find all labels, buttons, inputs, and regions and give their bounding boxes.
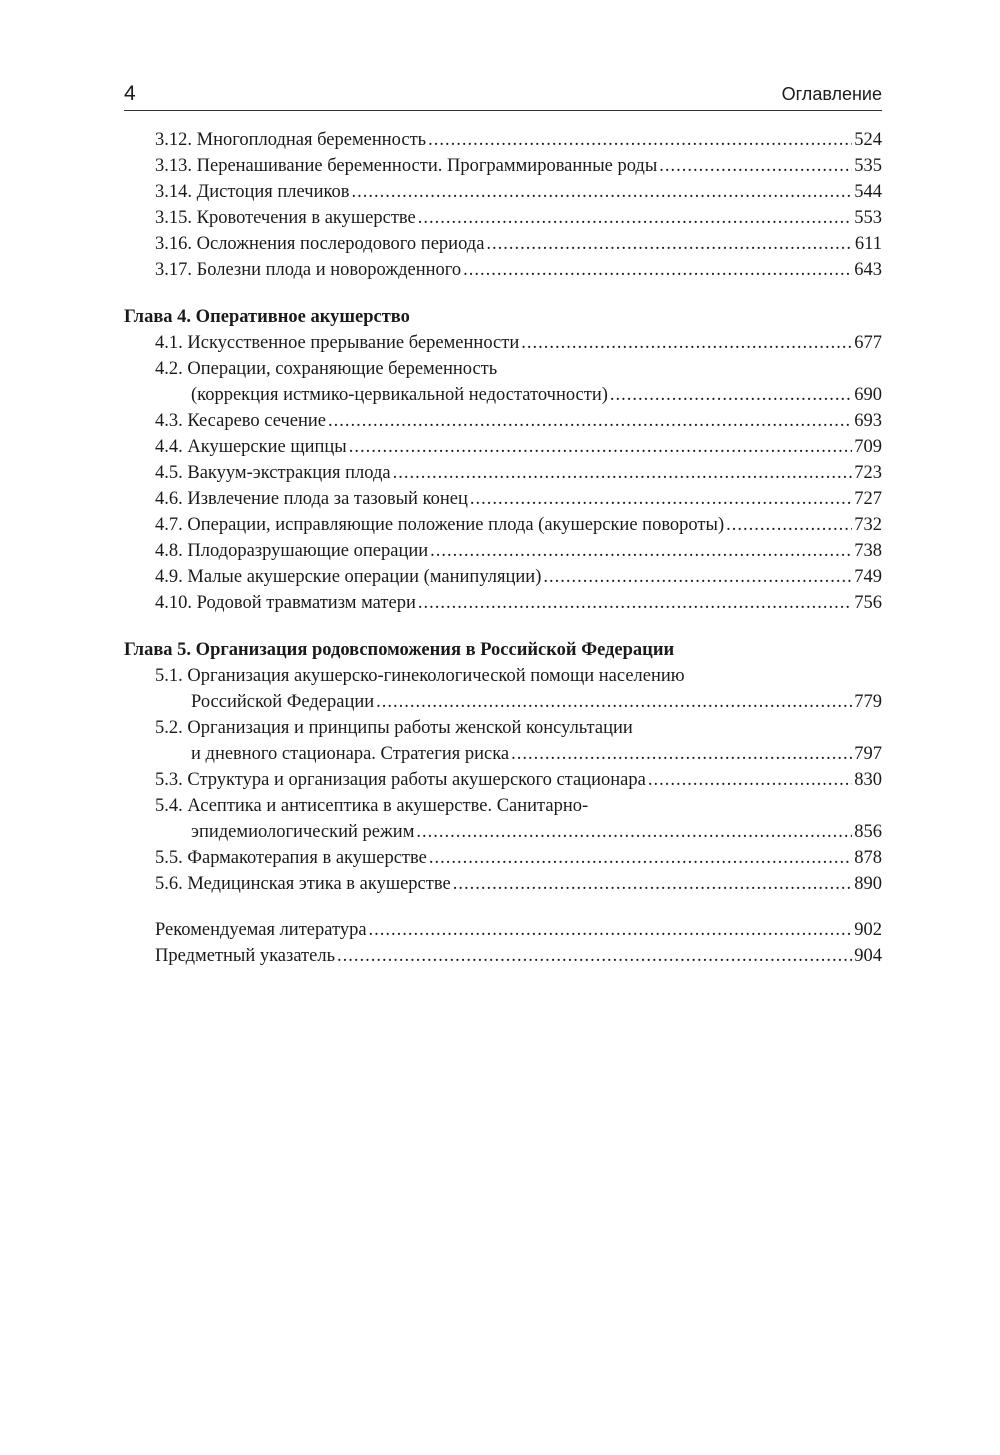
toc-entry[interactable]: 3.12. Многоплодная беременность ..... 524	[124, 127, 882, 153]
toc-entry-references[interactable]	[124, 917, 882, 943]
toc-page-number: 544	[854, 182, 882, 202]
leader-dots	[430, 538, 852, 564]
leader-dots	[486, 231, 853, 257]
toc-page-number: 779	[854, 692, 882, 712]
toc-entry-title: 5.3. Структура и организация работы акушерского стационара	[155, 770, 646, 790]
toc-page-number: 856	[854, 822, 882, 842]
leader-dots	[521, 330, 852, 356]
chapter-4-heading[interactable]: Глава 4. Оперативное акушерство	[124, 307, 410, 327]
toc-entry-title[interactable]: 4.2. Операции, сохраняющие беременность	[155, 359, 498, 379]
toc-entry[interactable]	[124, 819, 882, 845]
toc-entry[interactable]: 3.13. Перенашивание беременности. Программированные роды ..... 535	[124, 153, 882, 179]
toc-entry-continuation: и дневного стационара. Стратегия риска	[191, 744, 510, 764]
toc-entry-title[interactable]: 5.2. Организация и принципы работы женской консультации	[155, 718, 633, 738]
leader-dots	[470, 486, 852, 512]
toc-entry-index[interactable]	[124, 943, 882, 969]
toc-page-number: 749	[854, 567, 882, 587]
toc-page-number: 709	[854, 437, 882, 457]
toc-entry-title: 4.9. Малые акушерские операции (манипуляции)	[155, 567, 542, 587]
leader-dots	[418, 590, 852, 616]
leader-dots	[369, 917, 853, 943]
toc-entry[interactable]: 3.17. Болезни плода и новорожденного ..... 643	[124, 257, 882, 283]
toc-page-number: 756	[854, 593, 882, 613]
toc-entry[interactable]	[124, 460, 882, 486]
toc-entry-title: Перенашивание беременности. Программированные роды	[196, 156, 658, 176]
toc-page-number: 611	[854, 234, 882, 254]
leader-dots	[511, 741, 852, 767]
chapter-5-heading[interactable]: Глава 5. Организация родовспоможения в Российской Федерации	[124, 640, 675, 660]
leader-dots	[543, 564, 852, 590]
toc-entry-title[interactable]: 5.4. Асептика и антисептика в акушерстве. Санитарно-	[155, 796, 589, 816]
toc-entry-title[interactable]: 5.1. Организация акушерско-гинекологической помощи населению	[155, 666, 685, 686]
toc-entry-title: 5.5. Фармакотерапия в акушерстве	[155, 848, 427, 868]
toc-entry[interactable]	[124, 512, 882, 538]
leader-dots	[726, 512, 852, 538]
leader-dots	[428, 127, 852, 153]
toc-entry[interactable]	[124, 408, 882, 434]
toc-page-number: 535	[854, 156, 882, 176]
toc-entry-title: Рекомендуемая литература	[155, 920, 367, 940]
toc-entry-title: Предметный указатель	[155, 946, 336, 966]
toc-page-number: 904	[854, 946, 882, 966]
leader-dots	[393, 460, 853, 486]
leader-dots	[352, 179, 853, 205]
toc-entry[interactable]	[124, 741, 882, 767]
toc-entry-title: 5.6. Медицинская этика в акушерстве	[155, 874, 451, 894]
leader-dots	[418, 205, 852, 231]
leader-dots	[416, 819, 852, 845]
leader-dots	[328, 408, 852, 434]
page-header	[124, 82, 882, 111]
toc-entry-title: 4.5. Вакуум-экстракция плода	[155, 463, 391, 483]
toc-entry-title: 4.10. Родовой травматизм матери	[155, 593, 416, 613]
toc-entry[interactable]	[124, 486, 882, 512]
toc-page-number: 738	[854, 541, 882, 561]
toc-page-number: 890	[854, 874, 882, 894]
toc-entry-title: Кровотечения в акушерстве	[196, 208, 416, 228]
toc-entry-title: Многоплодная беременность	[196, 130, 427, 150]
toc-page-number: 797	[854, 744, 882, 764]
leader-dots	[453, 871, 853, 897]
toc-entry-title: 4.8. Плодоразрушающие операции	[155, 541, 429, 561]
toc-entry-continuation: Российской Федерации	[191, 692, 375, 712]
toc-entry-title: Болезни плода и новорожденного	[196, 260, 462, 280]
leader-dots	[648, 767, 852, 793]
toc-entry-title: 4.7. Операции, исправляющие положение плода (акушерские повороты)	[155, 515, 725, 535]
toc-entry[interactable]	[124, 590, 882, 616]
toc-page-number: 677	[854, 333, 882, 353]
toc-entry[interactable]	[124, 871, 882, 897]
toc-entry[interactable]	[124, 689, 882, 715]
toc-entry[interactable]	[124, 564, 882, 590]
toc-entry[interactable]	[124, 382, 882, 408]
toc-entry-title: 4.3. Кесарево сечение	[155, 411, 326, 431]
running-title: Оглавление	[781, 84, 882, 104]
table-of-contents	[124, 127, 882, 969]
toc-entry-continuation: эпидемиологический режим	[191, 822, 415, 842]
leader-dots	[349, 434, 853, 460]
leader-dots	[429, 845, 852, 871]
toc-entry[interactable]	[124, 845, 882, 871]
toc-entry-title: 4.4. Акушерские щипцы	[155, 437, 347, 457]
toc-page-number: 693	[854, 411, 882, 431]
toc-entry[interactable]: 3.15. Кровотечения в акушерстве ..... 553	[124, 205, 882, 231]
toc-entry-title: 4.1. Искусственное прерывание беременности	[155, 333, 520, 353]
leader-dots	[337, 943, 852, 969]
toc-entry[interactable]	[124, 767, 882, 793]
toc-entry[interactable]	[124, 330, 882, 356]
toc-entry[interactable]	[124, 434, 882, 460]
toc-entry-title: Дистоция плечиков	[196, 182, 350, 202]
toc-entry-continuation: (коррекция истмико-цервикальной недостаточности)	[191, 385, 608, 405]
toc-page-number: 643	[854, 260, 882, 280]
toc-page-number: 723	[854, 463, 882, 483]
toc-page-number: 553	[854, 208, 882, 228]
toc-page-number: 732	[854, 515, 882, 535]
toc-entry[interactable]: 3.14. Дистоция плечиков ..... 544	[124, 179, 882, 205]
toc-page-number: 830	[854, 770, 882, 790]
toc-page-number: 878	[854, 848, 882, 868]
leader-dots	[610, 382, 852, 408]
toc-page-number: 524	[854, 130, 882, 150]
toc-page-number: 690	[854, 385, 882, 405]
toc-page-number: 902	[854, 920, 882, 940]
page-number: 4	[124, 82, 136, 105]
leader-dots	[376, 689, 852, 715]
toc-entry-title: 4.6. Извлечение плода за тазовый конец	[155, 489, 468, 509]
toc-entry[interactable]: 3.16. Осложнения послеродового периода ..... 611	[124, 231, 882, 257]
toc-page-number: 727	[854, 489, 882, 509]
leader-dots	[659, 153, 852, 179]
toc-entry[interactable]	[124, 538, 882, 564]
toc-entry-title: Осложнения послеродового периода	[196, 234, 485, 254]
leader-dots	[463, 257, 852, 283]
